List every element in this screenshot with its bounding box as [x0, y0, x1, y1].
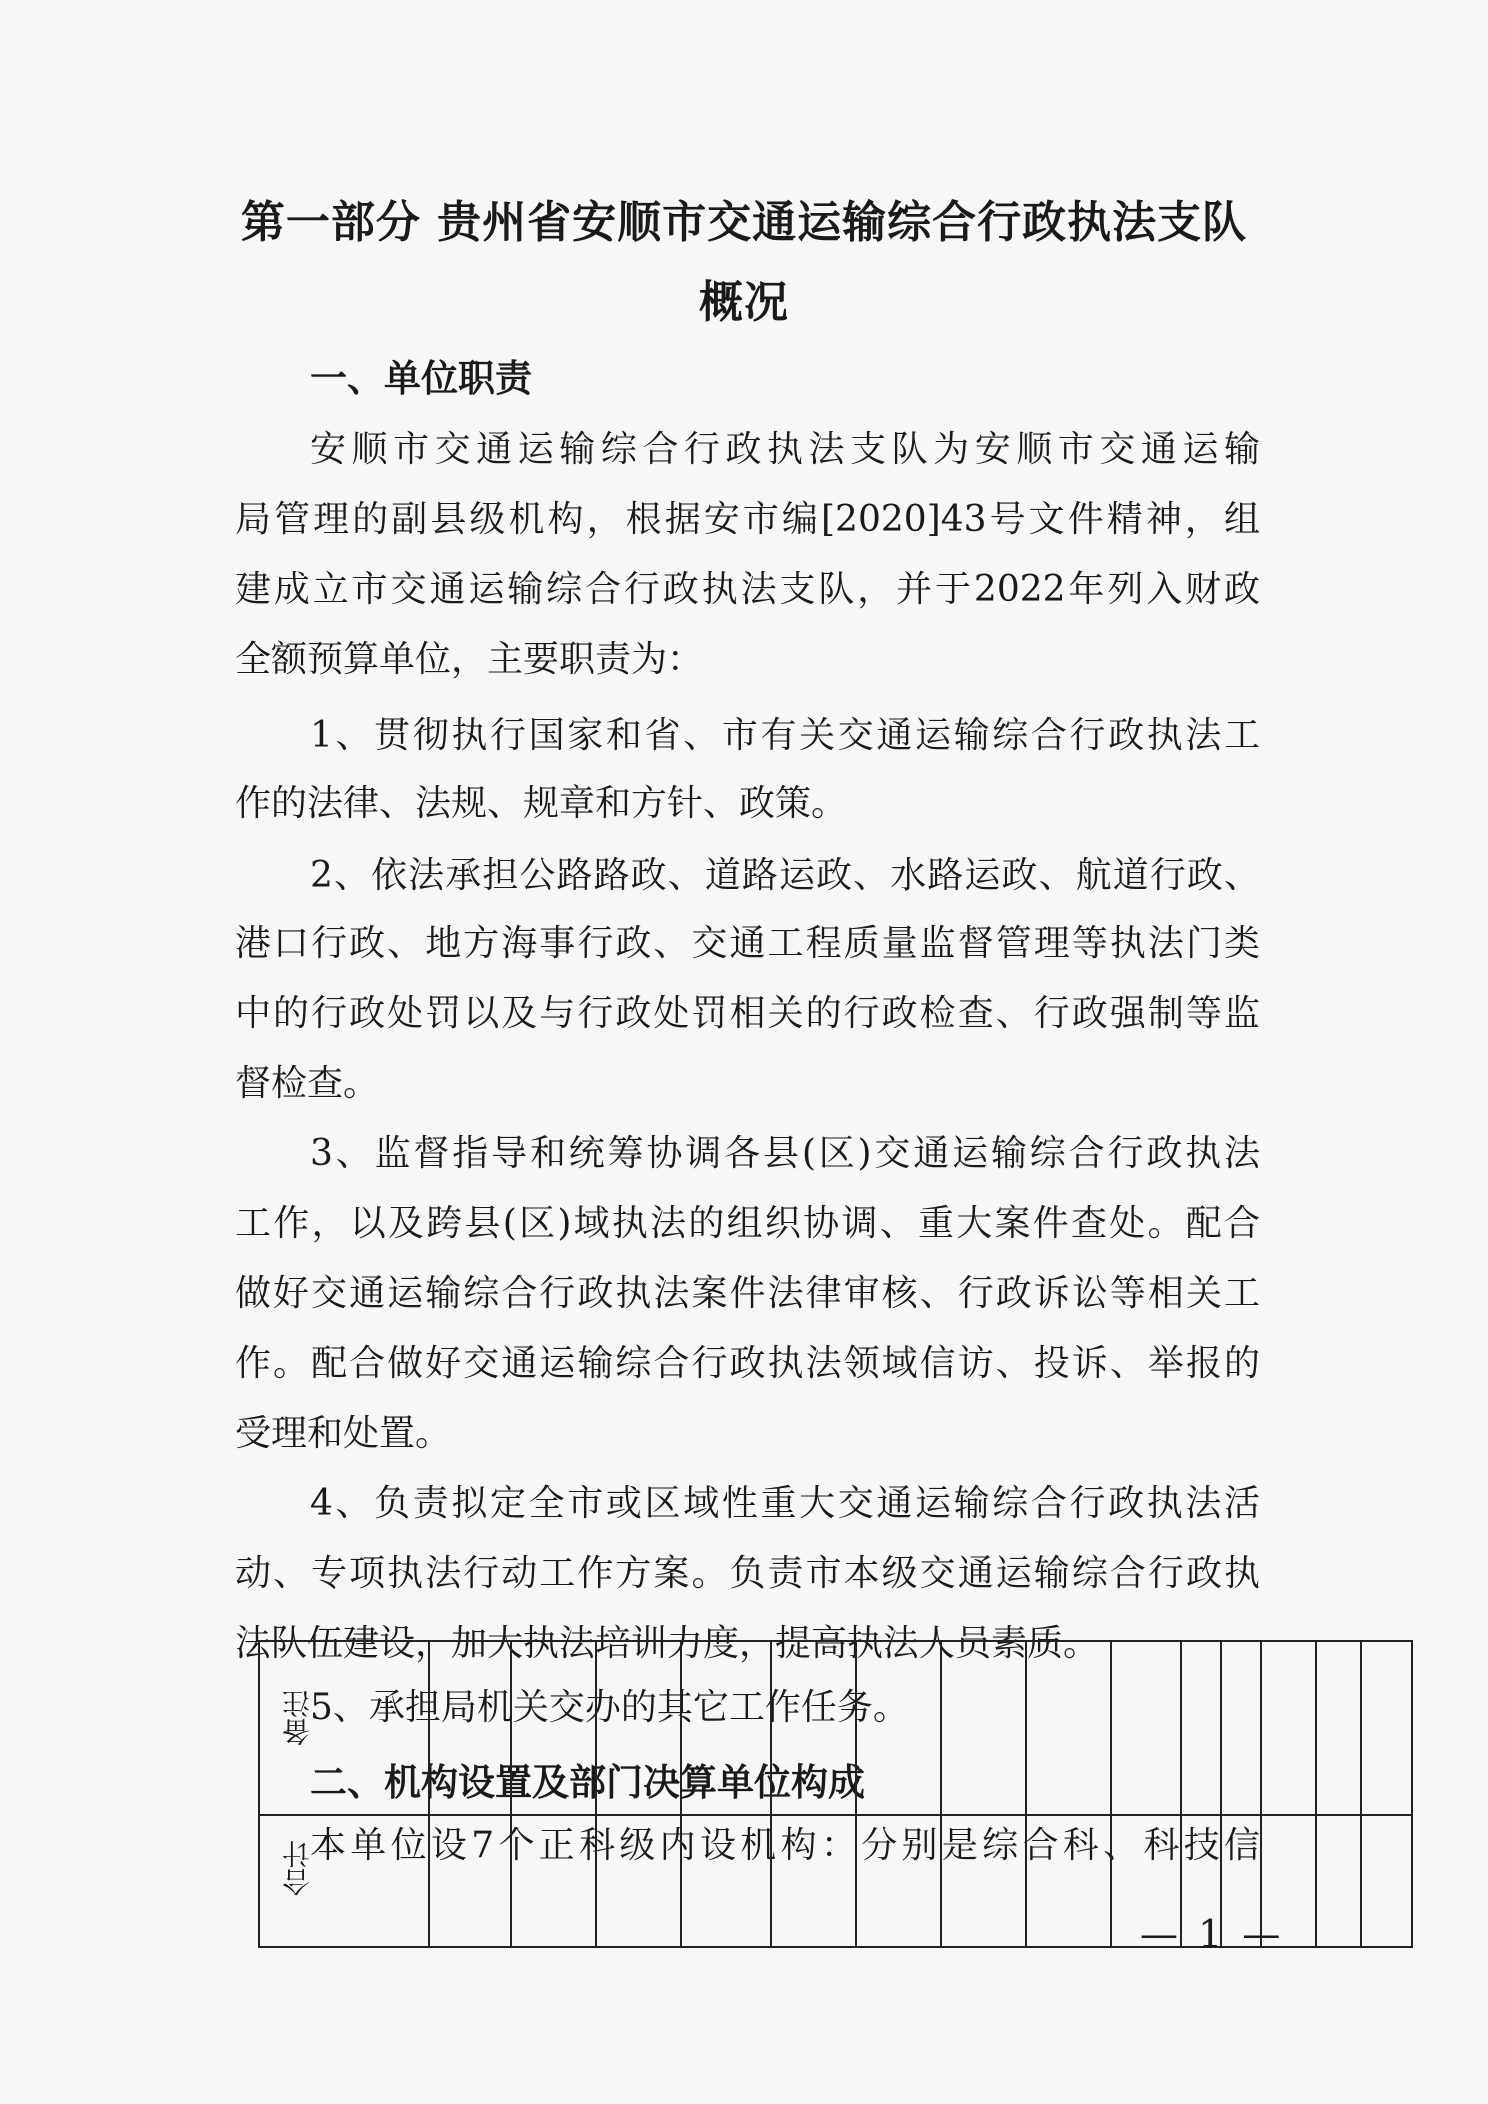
paragraph-line: 5、承担局机关交办的其它工作任务。 [310, 1687, 909, 1728]
document-title-line1: 第一部分 贵州省安顺市交通运输综合行政执法支队 [240, 197, 1248, 248]
table-column-divider [855, 1642, 857, 1946]
table-column-divider [770, 1642, 772, 1946]
section1-heading: 一、单位职责 [310, 357, 532, 400]
paragraph-line: 法队伍建设，加大执法培训力度，提高执法人员素质。 [235, 1623, 1100, 1664]
paragraph-line: 局管理的副县级机构，根据安市编[2020]43号文件精神，组 [235, 499, 1260, 540]
table-column-divider [1315, 1642, 1317, 1946]
paragraph-line: 4、负责拟定全市或区域性重大交通运输综合行政执法活 [310, 1483, 1260, 1524]
paragraph-line: 建成立市交通运输综合行政执法支队，并于2022年列入财政 [235, 569, 1260, 610]
table-column-divider [1360, 1642, 1362, 1946]
paragraph-line: 全额预算单位，主要职责为： [235, 639, 704, 680]
table-column-divider [595, 1642, 597, 1946]
paragraph-line: 港口行政、地方海事行政、交通工程质量监督管理等执法门类 [235, 923, 1260, 964]
section2-paragraph-line: 本单位设7个正科级内设机构：分别是综合科、科技信 [310, 1825, 1260, 1866]
paragraph-line: 受理和处置。 [235, 1413, 452, 1454]
paragraph-line: 督检查。 [235, 1063, 380, 1104]
table-row-label-total: 合计 [281, 1840, 314, 1896]
paragraph-line: 动、专项执法行动工作方案。负责市本级交通运输综合行政执 [235, 1553, 1260, 1594]
table-column-divider [1220, 1642, 1222, 1946]
table-column-divider [1110, 1642, 1112, 1946]
paragraph-line: 2、依法承担公路路政、道路运政、水路运政、航道行政、 [310, 855, 1260, 896]
paragraph-line: 1、贯彻执行国家和省、市有关交通运输综合行政执法工 [310, 715, 1260, 756]
table-column-divider [428, 1642, 430, 1946]
document-title-line2: 概况 [699, 277, 789, 328]
table-column-divider [1180, 1642, 1182, 1946]
paragraph-line: 作。配合做好交通运输综合行政执法领域信访、投诉、举报的 [235, 1343, 1260, 1384]
table-column-divider [680, 1642, 682, 1946]
table-column-divider [1260, 1642, 1262, 1946]
paragraph-line: 作的法律、法规、规章和方针、政策。 [235, 783, 848, 824]
table-column-divider [510, 1642, 512, 1946]
paragraph-line: 安顺市交通运输综合行政执法支队为安顺市交通运输 [310, 429, 1260, 470]
section2-heading: 二、机构设置及部门决算单位构成 [310, 1761, 865, 1804]
table-row-divider [260, 1814, 1411, 1816]
page-number: — 1 — [1140, 1912, 1285, 1956]
paragraph-line: 做好交通运输综合行政执法案件法律审核、行政诉讼等相关工 [235, 1273, 1260, 1314]
paragraph-line: 工作，以及跨县(区)域执法的组织协调、重大案件查处。配合 [235, 1203, 1260, 1244]
bleed-through-table [258, 1640, 1413, 1948]
table-column-divider [1025, 1642, 1027, 1946]
table-column-divider [940, 1642, 942, 1946]
table-row-label-remarks: 备注 [281, 1690, 314, 1746]
paragraph-line: 中的行政处罚以及与行政处罚相关的行政检查、行政强制等监 [235, 993, 1260, 1034]
paragraph-line: 3、监督指导和统筹协调各县(区)交通运输综合行政执法 [310, 1133, 1260, 1174]
